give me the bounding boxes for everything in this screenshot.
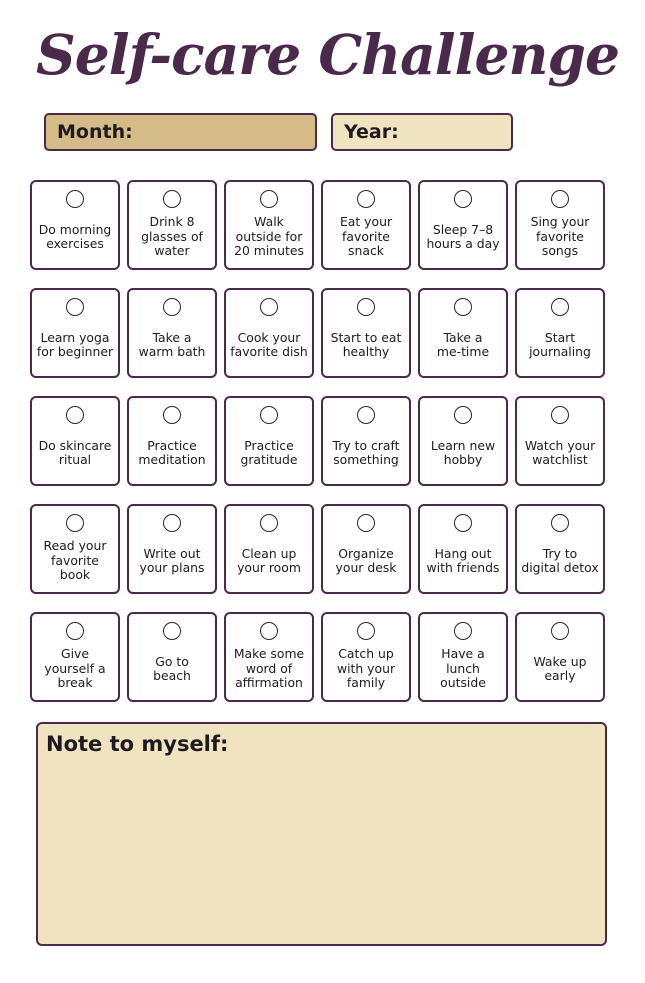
checkbox-circle-icon[interactable] — [66, 190, 84, 208]
task-label: Do morning exercises — [38, 221, 112, 251]
task-card[interactable] — [515, 180, 605, 270]
task-card[interactable] — [224, 612, 314, 702]
task-card[interactable] — [321, 180, 411, 270]
checkbox-circle-icon[interactable] — [66, 298, 84, 316]
checkbox-circle-icon[interactable] — [551, 190, 569, 208]
checkbox-circle-icon[interactable] — [357, 190, 375, 208]
task-label: Make some word of affirmation — [233, 646, 305, 691]
task-card[interactable] — [127, 504, 217, 594]
checkbox-circle-icon[interactable] — [260, 622, 278, 640]
notes-label: Note to myself: — [46, 732, 229, 756]
checkbox-circle-icon[interactable] — [551, 622, 569, 640]
task-card[interactable] — [127, 612, 217, 702]
notes-writing-area[interactable] — [46, 768, 597, 936]
task-card[interactable] — [515, 288, 605, 378]
challenge-grid — [30, 180, 605, 702]
task-label: Read your favorite book — [43, 538, 107, 583]
checkbox-circle-icon[interactable] — [357, 298, 375, 316]
task-card[interactable] — [515, 504, 605, 594]
task-label: Practice gratitude — [240, 437, 298, 467]
checkbox-circle-icon[interactable] — [260, 406, 278, 424]
month-field[interactable] — [44, 113, 317, 151]
task-card[interactable] — [224, 504, 314, 594]
checkbox-circle-icon[interactable] — [551, 406, 569, 424]
year-field[interactable] — [331, 113, 513, 151]
task-label: Learn new hobby — [430, 437, 496, 467]
task-card[interactable] — [224, 396, 314, 486]
checkbox-circle-icon[interactable] — [163, 406, 181, 424]
task-card[interactable] — [418, 612, 508, 702]
task-card[interactable] — [127, 288, 217, 378]
checkbox-circle-icon[interactable] — [454, 190, 472, 208]
checkbox-circle-icon[interactable] — [357, 622, 375, 640]
task-label: Learn yoga for beginner — [36, 329, 114, 359]
year-label: Year: — [344, 121, 399, 143]
task-card[interactable] — [30, 504, 120, 594]
task-card[interactable] — [515, 396, 605, 486]
task-card[interactable] — [418, 504, 508, 594]
task-label: Drink 8 glasses of water — [141, 214, 203, 259]
task-card[interactable] — [127, 180, 217, 270]
checkbox-circle-icon[interactable] — [357, 514, 375, 532]
page-title: Self-care Challenge — [36, 22, 619, 87]
task-label: Write out your plans — [139, 545, 205, 575]
checkbox-circle-icon[interactable] — [454, 514, 472, 532]
task-card[interactable] — [224, 180, 314, 270]
checkbox-circle-icon[interactable] — [163, 622, 181, 640]
task-card[interactable] — [321, 288, 411, 378]
task-label: Have a lunch outside — [440, 646, 486, 691]
task-label: Sing your favorite songs — [530, 214, 590, 259]
checkbox-circle-icon[interactable] — [260, 298, 278, 316]
month-label: Month: — [57, 121, 133, 143]
task-label: Wake up early — [533, 653, 587, 683]
task-label: Eat your favorite snack — [339, 214, 393, 259]
task-label: Practice meditation — [138, 437, 206, 467]
task-card[interactable] — [418, 288, 508, 378]
task-label: Walk outside for 20 minutes — [234, 214, 304, 259]
checkbox-circle-icon[interactable] — [260, 514, 278, 532]
task-label: Give yourself a break — [44, 646, 106, 691]
checkbox-circle-icon[interactable] — [454, 406, 472, 424]
checkbox-circle-icon[interactable] — [66, 406, 84, 424]
checkbox-circle-icon[interactable] — [454, 622, 472, 640]
task-label: Hang out with friends — [426, 545, 500, 575]
checkbox-circle-icon[interactable] — [66, 514, 84, 532]
notes-box[interactable] — [36, 722, 607, 946]
task-label: Take a me-time — [436, 329, 490, 359]
task-label: Sleep 7–8 hours a day — [426, 221, 500, 251]
checkbox-circle-icon[interactable] — [357, 406, 375, 424]
task-label: Do skincare ritual — [38, 437, 112, 467]
checkbox-circle-icon[interactable] — [551, 298, 569, 316]
task-label: Watch your watchlist — [524, 437, 596, 467]
task-card[interactable] — [30, 288, 120, 378]
task-card[interactable] — [224, 288, 314, 378]
checkbox-circle-icon[interactable] — [163, 190, 181, 208]
checkbox-circle-icon[interactable] — [260, 190, 278, 208]
task-card[interactable] — [321, 396, 411, 486]
checkbox-circle-icon[interactable] — [454, 298, 472, 316]
task-label: Go to beach — [153, 653, 191, 683]
checkbox-circle-icon[interactable] — [163, 298, 181, 316]
task-label: Start to eat healthy — [330, 329, 402, 359]
task-card[interactable] — [418, 180, 508, 270]
task-card[interactable] — [30, 180, 120, 270]
task-card[interactable] — [515, 612, 605, 702]
task-label: Cook your favorite dish — [230, 329, 308, 359]
checkbox-circle-icon[interactable] — [66, 622, 84, 640]
task-label: Organize your desk — [335, 545, 397, 575]
checkbox-circle-icon[interactable] — [163, 514, 181, 532]
task-label: Clean up your room — [237, 545, 301, 575]
task-card[interactable] — [127, 396, 217, 486]
task-label: Take a warm bath — [138, 329, 206, 359]
task-label: Try to digital detox — [521, 545, 599, 575]
checkbox-circle-icon[interactable] — [551, 514, 569, 532]
task-card[interactable] — [321, 504, 411, 594]
task-card[interactable] — [321, 612, 411, 702]
task-label: Try to craft something — [332, 437, 400, 467]
task-card[interactable] — [30, 612, 120, 702]
task-label: Catch up with your family — [336, 646, 396, 691]
task-card[interactable] — [418, 396, 508, 486]
task-card[interactable] — [30, 396, 120, 486]
task-label: Start journaling — [529, 329, 591, 359]
